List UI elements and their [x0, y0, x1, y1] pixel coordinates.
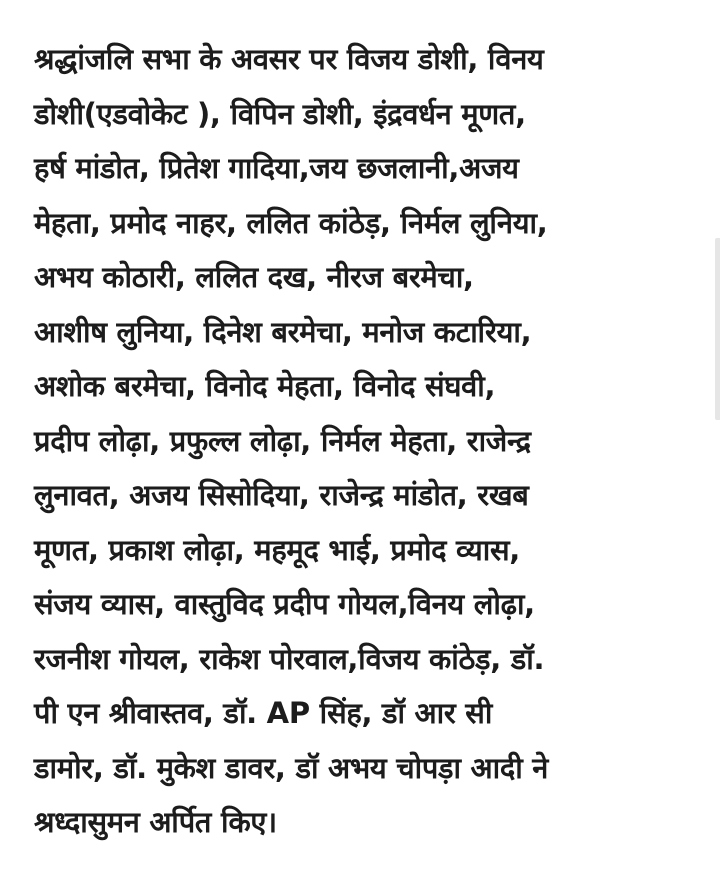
- text-line: पी एन श्रीवास्तव, डॉ. AP सिंह, डॉ आर सी: [34, 696, 493, 730]
- text-line: हर्ष मांडोत, प्रितेश गादिया,जय छजलानी,अजय: [34, 151, 519, 185]
- text-line: डोशी(एडवोकेट ), विपिन डोशी, इंद्रवर्धन मूणत,: [34, 96, 526, 131]
- text-line: मूणत, प्रकाश लोढ़ा, महमूद भाई, प्रमोद व्यास,: [34, 532, 521, 567]
- text-line: संजय व्यास, वास्तुविद प्रदीप गोयल,विनय लोढ़ा,: [34, 587, 535, 621]
- text-line: श्रध्दासुमन अर्पित किए।: [34, 805, 277, 839]
- scrollbar-thumb[interactable]: [715, 238, 720, 420]
- text-line: डामोर, डॉ. मुकेश डावर, डॉ अभय चोपड़ा आदी ने: [34, 750, 549, 785]
- text-line: श्रद्धांजलि सभा के अवसर पर विजय डोशी, विनय: [34, 42, 544, 76]
- text-line: लुनावत, अजय सिसोदिया, राजेन्द्र मांडोत, रखब: [34, 478, 529, 512]
- text-line: आशीष लुनिया, दिनेश बरमेचा, मनोज कटारिया,: [34, 314, 532, 349]
- text-line: अभय कोठारी, ललित दख, नीरज बरमेचा,: [34, 260, 474, 294]
- text-line: मेहता, प्रमोद नाहर, ललित कांठेड़, निर्मल लुनिया,: [34, 205, 548, 240]
- text-line: अशोक बरमेचा, विनोद मेहता, विनोद संघवी,: [34, 369, 496, 403]
- text-line: प्रदीप लोढ़ा, प्रफुल्ल लोढ़ा, निर्मल मेहता, राजेन्द्र: [34, 423, 531, 458]
- text-line: रजनीश गोयल, राकेश पोरवाल,विजय कांठेड़, डॉ.: [34, 641, 545, 676]
